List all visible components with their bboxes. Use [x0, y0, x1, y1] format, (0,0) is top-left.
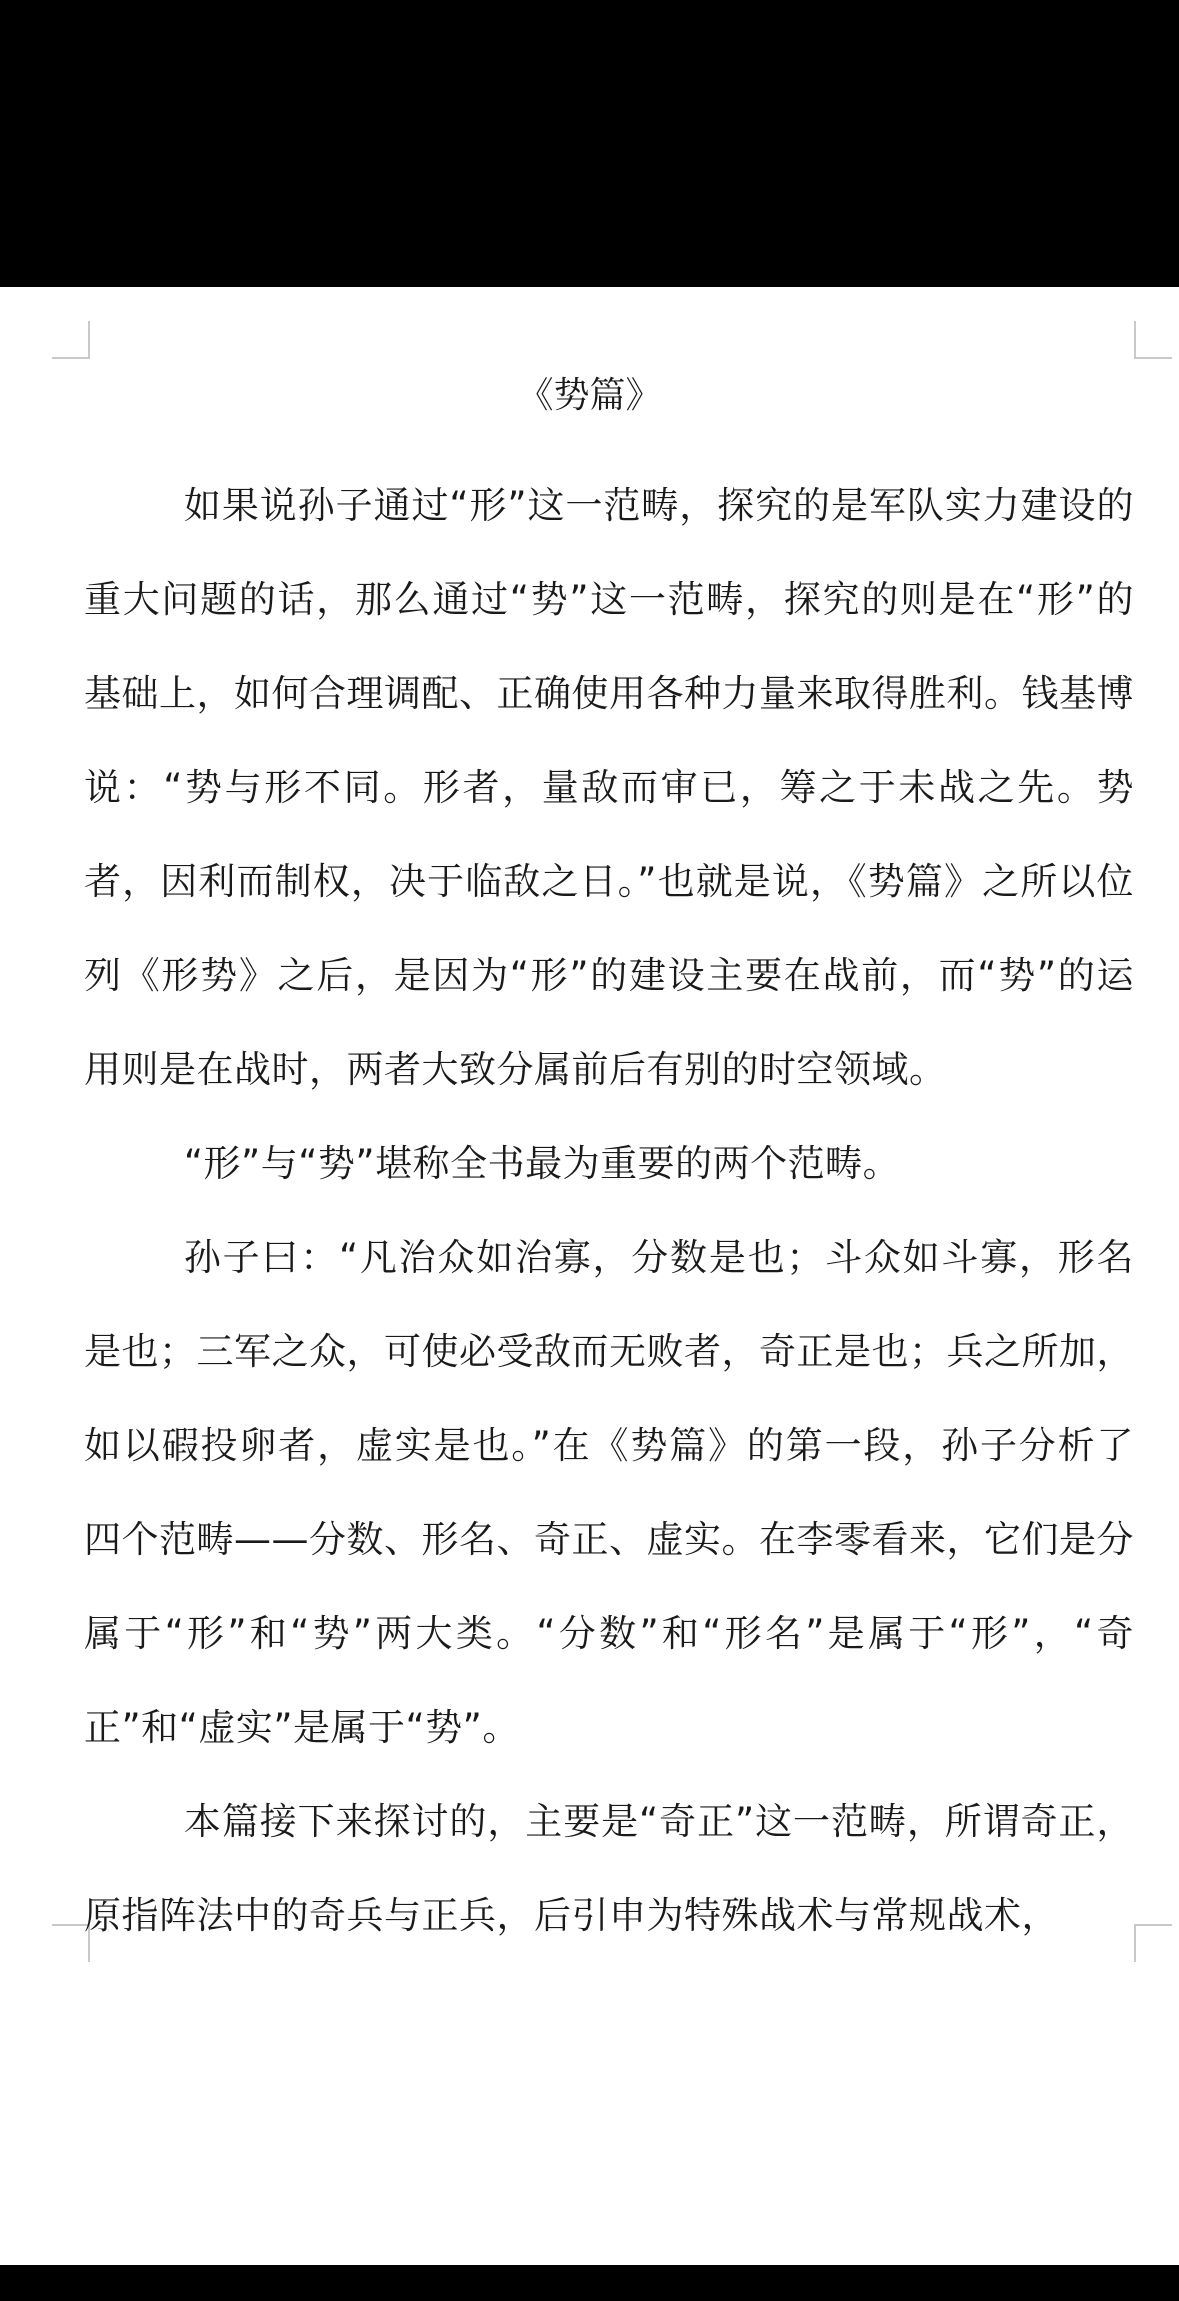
crop-mark-bottom-right [1134, 1924, 1172, 1962]
paragraph-2: “形”与“势”堪称全书最为重要的两个范畴。 [183, 1142, 901, 1185]
document-body [84, 459, 1134, 1963]
paragraph-3: 孙子曰：“凡治众如治寡，分数是也；斗众如斗寡，形名是也；三军之众，可使必受敌而无败者，奇正是也；兵之所加，如以碬投卵者，虚实是也。”在《势篇》的第一段，孙子分析了四个范畴——分数、形名、奇正、虚实。在李零看来，它们是分属于“形”和“势”两大类。“分数”和“形名”是属于“形”，“奇正”和“虚实”是属于“势”。 [84, 1236, 1134, 1749]
document-title: 《势篇》 [517, 375, 662, 416]
paragraph-4: 本篇接下来探讨的，主要是“奇正”这一范畴，所谓奇正，原指阵法中的奇兵与正兵，后引申为特殊战术与常规战术， [84, 1800, 1134, 1937]
document-page[interactable] [0, 287, 1179, 2265]
paragraph-1: 如果说孙子通过“形”这一范畴，探究的是军队实力建设的重大问题的话，那么通过“势”这一范畴，探究的则是在“形”的基础上，如何合理调配、正确使用各种力量来取得胜利。钱基博说：“势与形不同。形者，量敌而审已，筹之于未战之先。势者，因利而制权，决于临敌之日。”也就是说，《势篇》之所以位列《形势》之后，是因为“形”的建设主要在战前，而“势”的运用则是在战时，两者大致分属前后有别的时空领域。 [84, 484, 1134, 1091]
crop-mark-top-right [1134, 321, 1172, 359]
crop-mark-top-left [52, 321, 90, 359]
